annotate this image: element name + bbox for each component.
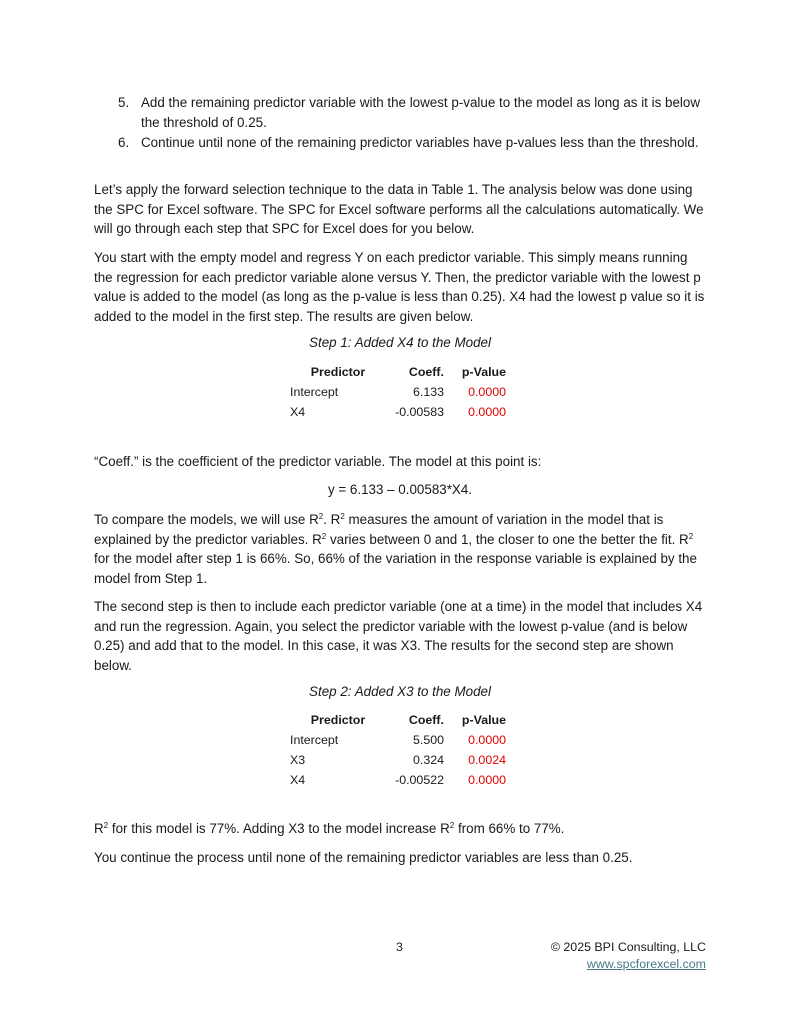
superscript: 2 xyxy=(318,512,324,521)
superscript: 2 xyxy=(103,821,109,830)
coeff-cell: 0.324 xyxy=(412,753,444,768)
table-header-row xyxy=(290,711,506,731)
column-header-coeff: Coeff. xyxy=(408,365,444,380)
text-segment: varies between 0 and 1, the closer to one the better the fit. R xyxy=(326,531,689,547)
coeff-cell: 6.133 xyxy=(412,385,444,400)
text-segment: To compare the models, we will use R xyxy=(94,512,319,527)
steps-list xyxy=(94,93,706,154)
column-header-predictor: Predictor xyxy=(310,365,366,380)
coeff-cell: -0.00583 xyxy=(395,405,444,420)
step1-caption: Step 1: Added X4 to the Model xyxy=(309,335,491,350)
step2-caption: Step 2: Added X3 to the Model xyxy=(309,684,491,699)
table-row xyxy=(290,403,506,423)
pvalue-cell: 0.0000 xyxy=(468,405,506,420)
superscript: 2 xyxy=(688,531,694,541)
pvalue-cell: 0.0024 xyxy=(468,753,506,768)
table-header-row xyxy=(290,363,506,383)
list-item-number: 5. xyxy=(118,95,130,110)
predictor-cell: X4 xyxy=(290,773,306,788)
predictor-cell: Intercept xyxy=(290,733,339,748)
coeff-cell: 5.500 xyxy=(412,733,444,748)
model-equation: y = 6.133 – 0.00583*X4. xyxy=(327,482,473,497)
superscript: 2 xyxy=(449,821,455,830)
list-item xyxy=(94,93,706,132)
column-header-coeff: Coeff. xyxy=(408,713,444,728)
superscript: 2 xyxy=(340,512,345,521)
column-header-pvalue: p-Value xyxy=(461,713,506,728)
predictor-cell: X3 xyxy=(290,753,306,768)
predictor-cell: X4 xyxy=(290,405,306,420)
text-segment: measures the amount of variation in the model that is explained by the predictor variables. R xyxy=(94,512,664,547)
predictor-cell: Intercept xyxy=(290,385,339,400)
text-segment: for the model after step 1 is 66%. So, 66% of the variation in the response variable is explained by the model from Step 1. xyxy=(94,551,697,586)
footer-website-link[interactable]: www.spcforexcel.com xyxy=(586,957,706,971)
paragraph-r-squared xyxy=(94,510,706,588)
list-item-text: Add the remaining predictor variable with the lowest p-value to the model as long as it is below the threshold of 0.25. xyxy=(141,95,700,130)
coeff-cell: -0.00522 xyxy=(395,773,444,788)
step1-table xyxy=(290,363,506,423)
list-item xyxy=(94,133,706,153)
column-header-pvalue: p-Value xyxy=(461,365,506,380)
paragraph-start: You start with the empty model and regress Y on each predictor variable. This simply means running the regression for each predictor variable alone versus Y. Then, the predictor variable with the lowest p value is added to the model (as long as the p-value is less than 0.25). X4 had the lowest p value so it is added to the model in the first step. The results are given below. xyxy=(94,250,705,324)
page-number: 3 xyxy=(396,940,403,954)
pvalue-cell: 0.0000 xyxy=(468,733,506,748)
pvalue-cell: 0.0000 xyxy=(468,385,506,400)
text-segment: R xyxy=(94,821,104,836)
list-item-text: Continue until none of the remaining predictor variables have p-values less than the threshold. xyxy=(141,135,699,151)
list-item-number: 6. xyxy=(118,135,130,151)
footer-copyright: © 2025 BPI Consulting, LLC xyxy=(550,940,706,954)
step2-table xyxy=(290,711,506,791)
paragraph-continue: You continue the process until none of the remaining predictor variables are less than 0.25. xyxy=(94,850,633,865)
table-row xyxy=(290,383,506,403)
column-header-predictor: Predictor xyxy=(310,713,366,728)
table-row xyxy=(290,731,506,751)
table-row xyxy=(290,751,506,771)
text-segment: for this model is 77%. Adding X3 to the model increase R xyxy=(108,821,450,836)
table-row xyxy=(290,771,506,791)
superscript: 2 xyxy=(321,531,327,541)
paragraph-second-step: The second step is then to include each predictor variable (one at a time) in the model that includes X4 and run the regression. Again, you select the predictor variable with the lowest p-value (and is below 0.25) and add that to the model. In this case, it was X3. The results for the second step are shown below. xyxy=(94,599,703,673)
paragraph-apply: Let’s apply the forward selection technique to the data in Table 1. The analysis below was done using the SPC for Excel software. The SPC for Excel software performs all the calculations automatically. We will go through each step that SPC for Excel does for you below. xyxy=(94,182,704,237)
text-segment: . R xyxy=(323,512,341,527)
paragraph-coeff: “Coeff.” is the coefficient of the predictor variable. The model at this point is: xyxy=(94,454,542,469)
text-segment: from 66% to 77%. xyxy=(454,821,565,836)
pvalue-cell: 0.0000 xyxy=(468,773,506,788)
paragraph-r-squared-step2 xyxy=(94,819,706,839)
